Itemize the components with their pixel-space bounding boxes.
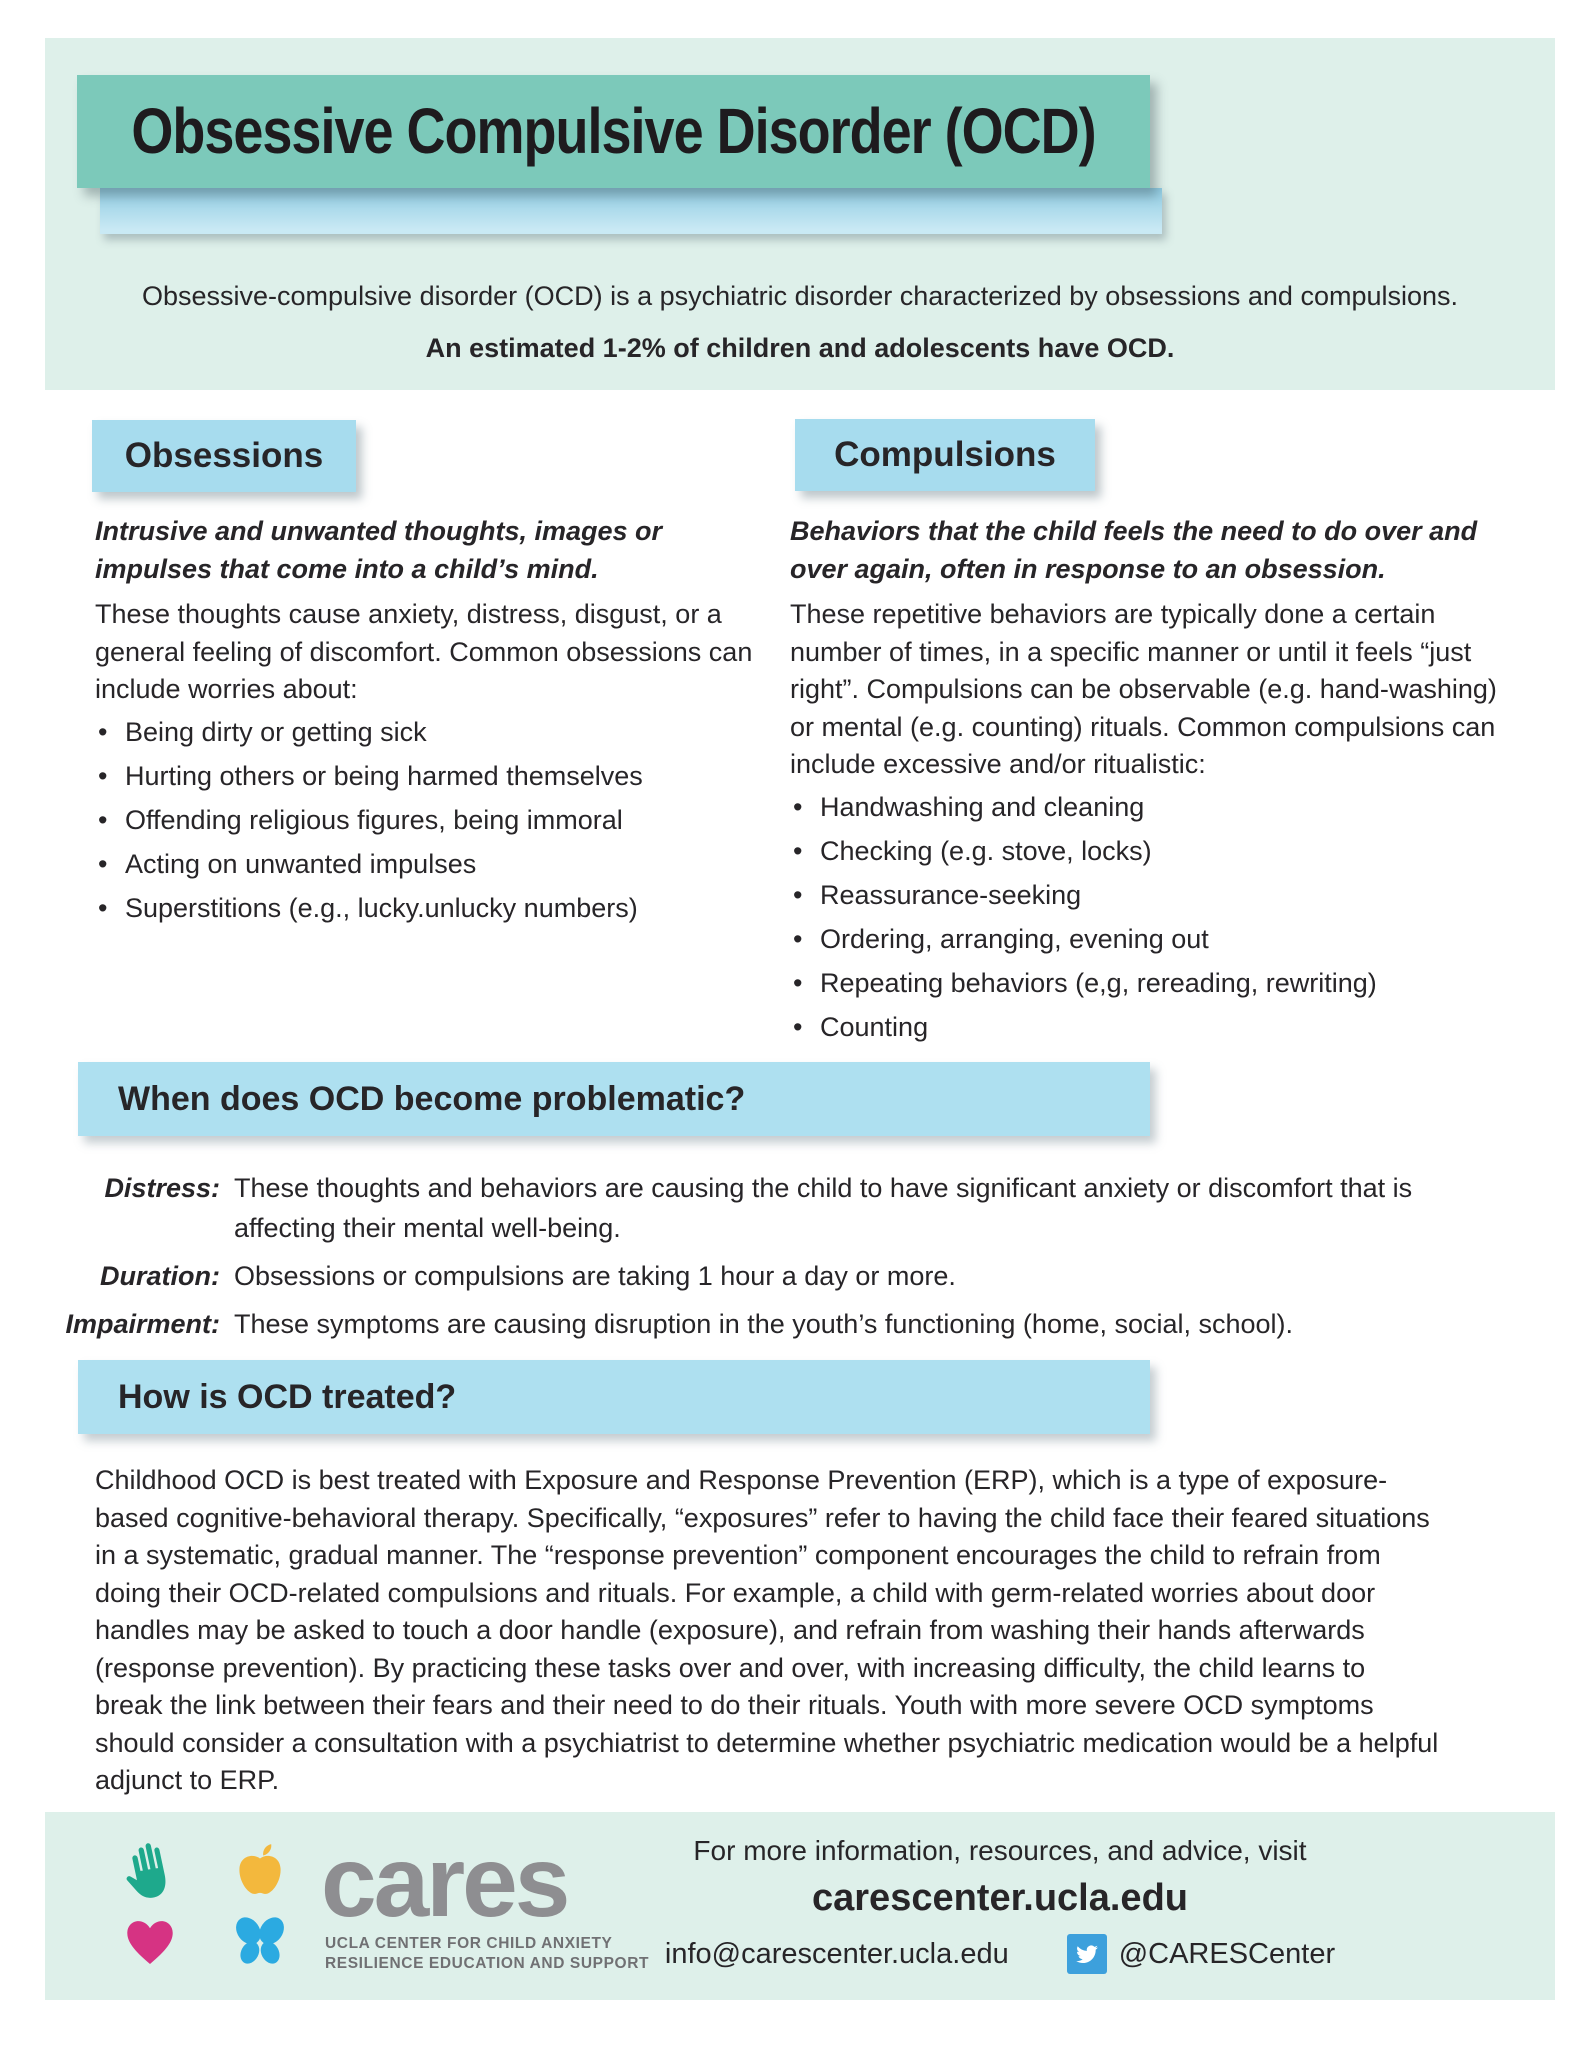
row-text: These thoughts and behaviors are causing the child to have significant anxiety or discomfort that is affecting their mental well-being. bbox=[234, 1173, 1413, 1243]
treatment-body: Childhood OCD is best treated with Exposure and Response Prevention (ERP), which is a type of exposure-based cognitive-behavioral therapy. Specifically, “exposures” refer to having the child face their feared situations in a systematic, gradual manner. The “response prevention” component encourages the child to refrain from doing their OCD-related compulsions and rituals. For example, a child with germ-related worries about door handles may be asked to touch a door handle (exposure), and refrain from washing their hands afterwards (response prevention). By practicing these tasks over and over, with increasing difficulty, the child learns to break the link between their fears and their need to do their rituals. Youth with more severe OCD symptoms should consider a consultation with a psychiatrist to determine whether psychiatric medication would be a helpful adjunct to ERP. bbox=[95, 1465, 1439, 1795]
footer-contact-block bbox=[620, 1834, 1380, 1974]
footer-contact-row bbox=[620, 1934, 1380, 1974]
problematic-row-distress bbox=[0, 1168, 1510, 1248]
title-reflection-strip bbox=[100, 188, 1162, 234]
website-link[interactable]: carescenter.ucla.edu bbox=[812, 1877, 1188, 1919]
list-item: • Being dirty or getting sick bbox=[95, 717, 767, 747]
list-item: • Acting on unwanted impulses bbox=[95, 849, 767, 879]
cares-tagline bbox=[325, 1934, 649, 1974]
obsessions-body: These thoughts cause anxiety, distress, disgust, or a general feeling of discomfort. Common obsessions can include worries about: bbox=[95, 599, 753, 704]
cares-tagline-line1: UCLA CENTER FOR CHILD ANXIETY bbox=[325, 1935, 613, 1952]
footer-cta-text: For more information, resources, and advice, visit bbox=[693, 1835, 1307, 1866]
list-item: • Reassurance-seeking bbox=[790, 880, 1512, 910]
cares-logo bbox=[97, 1838, 313, 1974]
row-label: Distress: bbox=[104, 1173, 220, 1203]
compulsions-heading: Compulsions bbox=[795, 419, 1095, 491]
compulsions-body: These repetitive behaviors are typically done a certain number of times, in a specific manner or until it feels “just right”. Compulsions can be observable (e.g. hand-washing) or mental (e.g. counting) rituals. Common compulsions can include excessive and/or ritualistic: bbox=[790, 599, 1497, 779]
hand-icon bbox=[97, 1838, 203, 1904]
header-section bbox=[45, 38, 1555, 390]
list-item: • Counting bbox=[790, 1012, 1512, 1042]
cares-wordmark: cares bbox=[321, 1826, 568, 1938]
treatment-heading: How is OCD treated? bbox=[78, 1360, 1150, 1434]
twitter-icon[interactable] bbox=[1067, 1934, 1107, 1974]
row-label: Impairment: bbox=[65, 1309, 220, 1339]
page-title: Obsessive Compulsive Disorder (OCD) bbox=[131, 96, 1096, 167]
problematic-rows bbox=[0, 1168, 1510, 1352]
list-item: • Ordering, arranging, evening out bbox=[790, 924, 1512, 954]
intro-text: Obsessive-compulsive disorder (OCD) is a psychiatric disorder characterized by obsessions and compulsions. bbox=[141, 281, 1459, 311]
list-item: • Checking (e.g. stove, locks) bbox=[790, 836, 1512, 866]
footer-section bbox=[45, 1812, 1555, 2000]
obsessions-heading: Obsessions bbox=[92, 420, 356, 492]
twitter-handle[interactable]: @CARESCenter bbox=[1118, 1937, 1336, 1970]
row-text: Obsessions or compulsions are taking 1 hour a day or more. bbox=[234, 1261, 956, 1291]
problematic-heading: When does OCD become problematic? bbox=[78, 1062, 1150, 1136]
apple-icon bbox=[207, 1838, 313, 1904]
problematic-row-duration bbox=[0, 1256, 1510, 1296]
obsessions-lead: Intrusive and unwanted thoughts, images or impulses that come into a child’s mind. bbox=[95, 516, 663, 584]
cares-tagline-line2: RESILIENCE EDUCATION AND SUPPORT bbox=[325, 1955, 650, 1972]
list-item: • Handwashing and cleaning bbox=[790, 792, 1512, 822]
list-item: • Offending religious figures, being immoral bbox=[95, 805, 767, 835]
email-link[interactable]: info@carescenter.ucla.edu bbox=[664, 1937, 1009, 1970]
compulsions-list bbox=[790, 792, 1512, 1042]
heart-icon bbox=[97, 1908, 203, 1974]
obsessions-column bbox=[95, 512, 767, 937]
obsessions-list bbox=[95, 717, 767, 923]
twitter-group bbox=[1067, 1934, 1335, 1974]
compulsions-column bbox=[790, 512, 1512, 1056]
butterfly-icon bbox=[207, 1908, 313, 1974]
list-item: • Repeating behaviors (e,g, rereading, rewriting) bbox=[790, 968, 1512, 998]
list-item: • Superstitions (e.g., lucky.unlucky numbers) bbox=[95, 893, 767, 923]
row-label: Duration: bbox=[100, 1261, 220, 1291]
prevalence-stat: An estimated 1-2% of children and adolescents have OCD. bbox=[425, 333, 1175, 363]
list-item: • Hurting others or being harmed themselves bbox=[95, 761, 767, 791]
row-text: These symptoms are causing disruption in the youth’s functioning (home, social, school). bbox=[234, 1309, 1294, 1339]
compulsions-lead: Behaviors that the child feels the need to do over and over again, often in response to an obsession. bbox=[790, 516, 1478, 584]
title-banner bbox=[77, 75, 1150, 188]
problematic-row-impairment bbox=[0, 1304, 1510, 1344]
